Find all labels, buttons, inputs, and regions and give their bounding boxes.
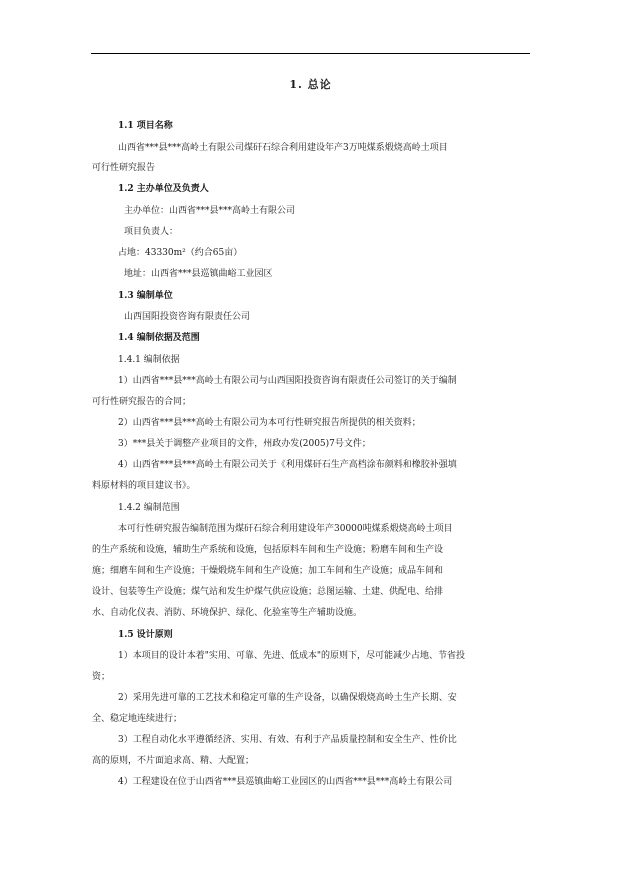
list-item-line: 1）山西省***县***高岭土有限公司与山西国阳投资咨询有限责任公司签订的关于编制 bbox=[118, 376, 457, 386]
paragraph-line: 施；细磨车间和生产设施；干燥煅烧车间和生产设施；加工车间和生产设施；成品车间和 bbox=[92, 566, 444, 576]
paragraph-line: 主办单位：山西省***县***高岭土有限公司 bbox=[124, 206, 296, 216]
subsection-heading-1-4-1: 1.4.1 编制依据 bbox=[118, 355, 180, 365]
list-item-line: 全、稳定地连续进行； bbox=[92, 714, 183, 724]
list-item-line: 4）工程建设在位于山西省***县巡镇曲峪工业园区的山西省***县***高岭土有限公司 bbox=[118, 777, 453, 787]
header-rule bbox=[91, 53, 530, 54]
list-item-line: 高的原则，不片面追求高、精、大配置； bbox=[92, 756, 255, 766]
paragraph-line: 项目负责人： bbox=[124, 227, 179, 237]
list-item-line: 3）工程自动化水平遵循经济、实用、有效、有利于产品质量控制和安全生产、性价比 bbox=[118, 735, 457, 745]
paragraph-line: 山西省***县***高岭土有限公司煤矸石综合利用建设年产3万吨煤系煅烧高岭土项目 bbox=[118, 143, 448, 153]
list-item-line: 2）山西省***县***高岭土有限公司为本可行性研究报告所提供的相关资料； bbox=[118, 418, 421, 428]
section-heading-1-2: 1.2 主办单位及负责人 bbox=[118, 184, 209, 194]
list-item-line: 料原材料的项目建议书》。 bbox=[92, 481, 196, 491]
subsection-heading-1-4-2: 1.4.2 编制范围 bbox=[118, 503, 180, 513]
paragraph-line: 占地：43330m²（约合65亩） bbox=[118, 248, 243, 258]
chapter-title: 1. 总论 bbox=[289, 78, 332, 91]
list-item-line: 3）***县关于调整产业项目的文件，州政办发(2005)7号文件； bbox=[118, 439, 371, 449]
paragraph-line: 设计、包装等生产设施；煤气站和发生炉煤气供应设施；总图运输、土建、供配电、给排 bbox=[92, 587, 444, 597]
paragraph-line: 地址：山西省***县巡镇曲峪工业园区 bbox=[124, 269, 273, 279]
section-heading-1-5: 1.5 设计原则 bbox=[118, 630, 173, 640]
list-item-line: 4）山西省***县***高岭土有限公司关于《利用煤矸石生产高档涂布颜料和橡胶补强填 bbox=[118, 460, 457, 470]
section-heading-1-1: 1.1 项目名称 bbox=[118, 121, 173, 131]
list-item-line: 2）采用先进可靠的工艺技术和稳定可靠的生产设备，以确保煅烧高岭土生产长期、安 bbox=[118, 693, 457, 703]
paragraph-line: 本可行性研究报告编制范围为煤矸石综合利用建设年产30000吨煤系煅烧高岭土项目 bbox=[118, 524, 453, 534]
paragraph-line: 可行性研究报告 bbox=[92, 163, 156, 173]
list-item-line: 1）本项目的设计本着"实用、可靠、先进、低成本"的原则下，尽可能减少占地、节省投 bbox=[118, 651, 466, 661]
list-item-line: 可行性研究报告的合同； bbox=[92, 397, 192, 407]
paragraph-line: 的生产系统和设施，辅助生产系统和设施，包括原料车间和生产设施；粉磨车间和生产设 bbox=[92, 545, 444, 555]
paragraph-line: 山西国阳投资咨询有限责任公司 bbox=[124, 312, 251, 322]
list-item-line: 资； bbox=[92, 672, 111, 682]
paragraph-line: 水、自动化仪表、消防、环境保护、绿化、化验室等生产辅助设施。 bbox=[92, 608, 363, 618]
section-heading-1-3: 1.3 编制单位 bbox=[118, 291, 173, 301]
section-heading-1-4: 1.4 编制依据及范围 bbox=[118, 333, 200, 343]
